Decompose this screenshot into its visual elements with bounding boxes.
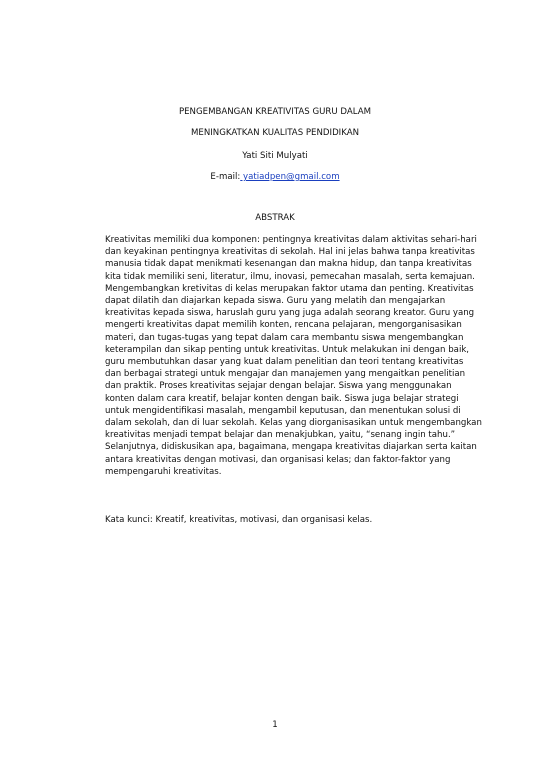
abstract-line: dan keyakinan pentingnya kreativitas di sekolah. Hal ini jelas bahwa tanpa kreativitas	[105, 247, 475, 258]
abstract-line: dan praktik. Proses kreativitas sejajar dengan belajar. Siswa yang menggunakan	[105, 381, 452, 392]
abstract-body	[105, 234, 483, 478]
abstract-line: Kreativitas memiliki dua komponen: pentingnya kreativitas dalam aktivitas sehari-hari	[105, 235, 477, 245]
abstract-line: Mengembangkan kretivitas di kelas merupakan faktor utama dan penting. Kreativitas	[105, 283, 474, 294]
abstract-line: mempengaruhi kreativitas.	[105, 466, 222, 477]
author-name: Yati Siti Mulyati	[242, 151, 308, 161]
abstract-line: dan berbagai strategi untuk mengajar dan manajemen yang mengaitkan penelitian	[105, 369, 466, 380]
abstract-line: kreativitas menjadi tempat belajar dan menakjubkan, yaitu, “senang ingin tahu.”	[105, 430, 456, 441]
abstract-line: kreativitas kepada siswa, haruslah guru yang juga adalah seorang kreator. Guru yang	[105, 308, 475, 319]
abstract-line: materi, dan tugas-tugas yang tepat dalam cara membantu siswa mengembangkan	[105, 332, 464, 343]
abstract-heading: ABSTRAK	[255, 213, 295, 223]
abstract-line: Selanjutnya, didiskusikan apa, bagaimana, mengapa kreativitas diajarkan serta kaitan	[105, 442, 477, 453]
email-line	[0, 172, 550, 183]
email-link[interactable]: yatiadpen@gmail.com	[240, 172, 340, 182]
abstract-line: mengerti kreativitas dapat memilih konten, rencana pelajaran, mengorganisasikan	[105, 320, 462, 331]
title-line-1: PENGEMBANGAN KREATIVITAS GURU DALAM	[178, 107, 372, 117]
abstract-line: untuk mengidentifikasi masalah, mengambil keputusan, dan menentukan solusi di	[105, 405, 461, 416]
abstract-line: guru membutuhkan dasar yang kuat dalam penelitian dan teori tentang kreativitas	[105, 357, 464, 368]
abstract-line: antara kreativitas dengan motivasi, dan organisasi kelas; dan faktor-faktor yang	[105, 454, 451, 465]
abstract-line: manusia tidak dapat menikmati kesenangan dan makna hidup, dan tanpa kreativitas	[105, 259, 472, 270]
page-number: 1	[272, 720, 278, 730]
keywords-line: Kata kunci: Kreatif, kreativitas, motivasi, dan organisasi kelas.	[105, 515, 373, 525]
abstract-line: konten dalam cara kreatif, belajar konten dengan baik. Siswa juga belajar strategi	[105, 393, 459, 404]
abstract-line: keterampilan dan sikap penting untuk kreativitas. Untuk melakukan ini dengan baik,	[105, 344, 470, 355]
email-label: E-mail:	[210, 172, 241, 182]
title-line-2: MENINGKATKAN KUALITAS PENDIDIKAN	[190, 128, 360, 138]
abstract-line: kita tidak memiliki seni, literatur, ilmu, inovasi, pemecahan masalah, serta kemajuan.	[105, 271, 475, 282]
abstract-line: dalam sekolah, dan di luar sekolah. Kelas yang diorganisasikan untuk mengembangkan	[105, 418, 482, 429]
abstract-line: dapat dilatih dan diajarkan kepada siswa. Guru yang melatih dan mengajarkan	[105, 296, 446, 307]
